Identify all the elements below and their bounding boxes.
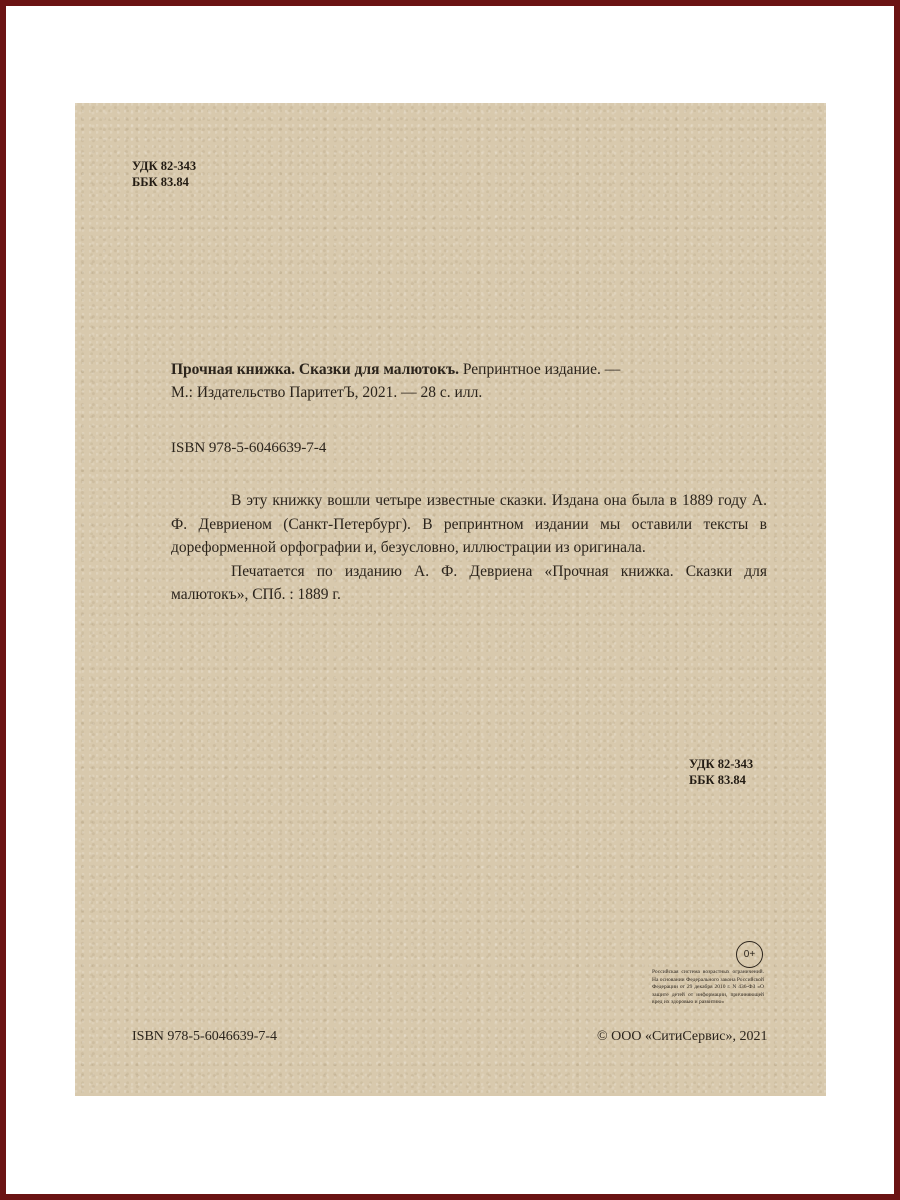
udk-bbk-top [132,158,196,190]
age-rating-legal-text: Российская система возрастных ограничений. На основании Федерального закона Российской Федерации от 29 декабря 2010 г. N 436-ФЗ «О защите детей от информации, причиняющей вред их здоровью и развитию» [652,969,764,1006]
annotation-paragraph: В эту книжку вошли четыре известные сказки. Издана она была в 1889 году А. Ф. Девриеном (Санкт-Петербург). В репринтном издании мы оставили тексты в дореформенной орфографии и, безусловно, иллюстрации из оригинала. [171,492,767,556]
bibliographic-record [171,358,731,404]
udk-bbk-bottom [689,756,753,788]
copyright-notice: © ООО «СитиСервис», 2021 [597,1029,768,1044]
edition-note: Репринтное издание. — [462,361,621,378]
bbk-code: ББК 83.84 [132,175,189,189]
age-rating-badge: 0+ [736,941,763,968]
bbk-code: ББК 83.84 [689,773,746,787]
book-title: Прочная книжка. Сказки для малютокъ. [171,361,460,378]
annotation [171,489,767,607]
footer-isbn: ISBN 978-5-6046639-7-4 [132,1029,278,1044]
annotation-paragraph: Печатается по изданию А. Ф. Девриена «Прочная книжка. Сказки для малютокъ», СПб. : 1889 г. [171,562,767,603]
isbn: ISBN 978-5-6046639-7-4 [171,440,327,456]
udk-code: УДК 82-343 [132,159,197,173]
udk-code: УДК 82-343 [689,757,754,771]
book-page [75,103,826,1096]
imprint: М.: Издательство ПаритетЪ, 2021. — 28 с. илл. [171,384,483,401]
